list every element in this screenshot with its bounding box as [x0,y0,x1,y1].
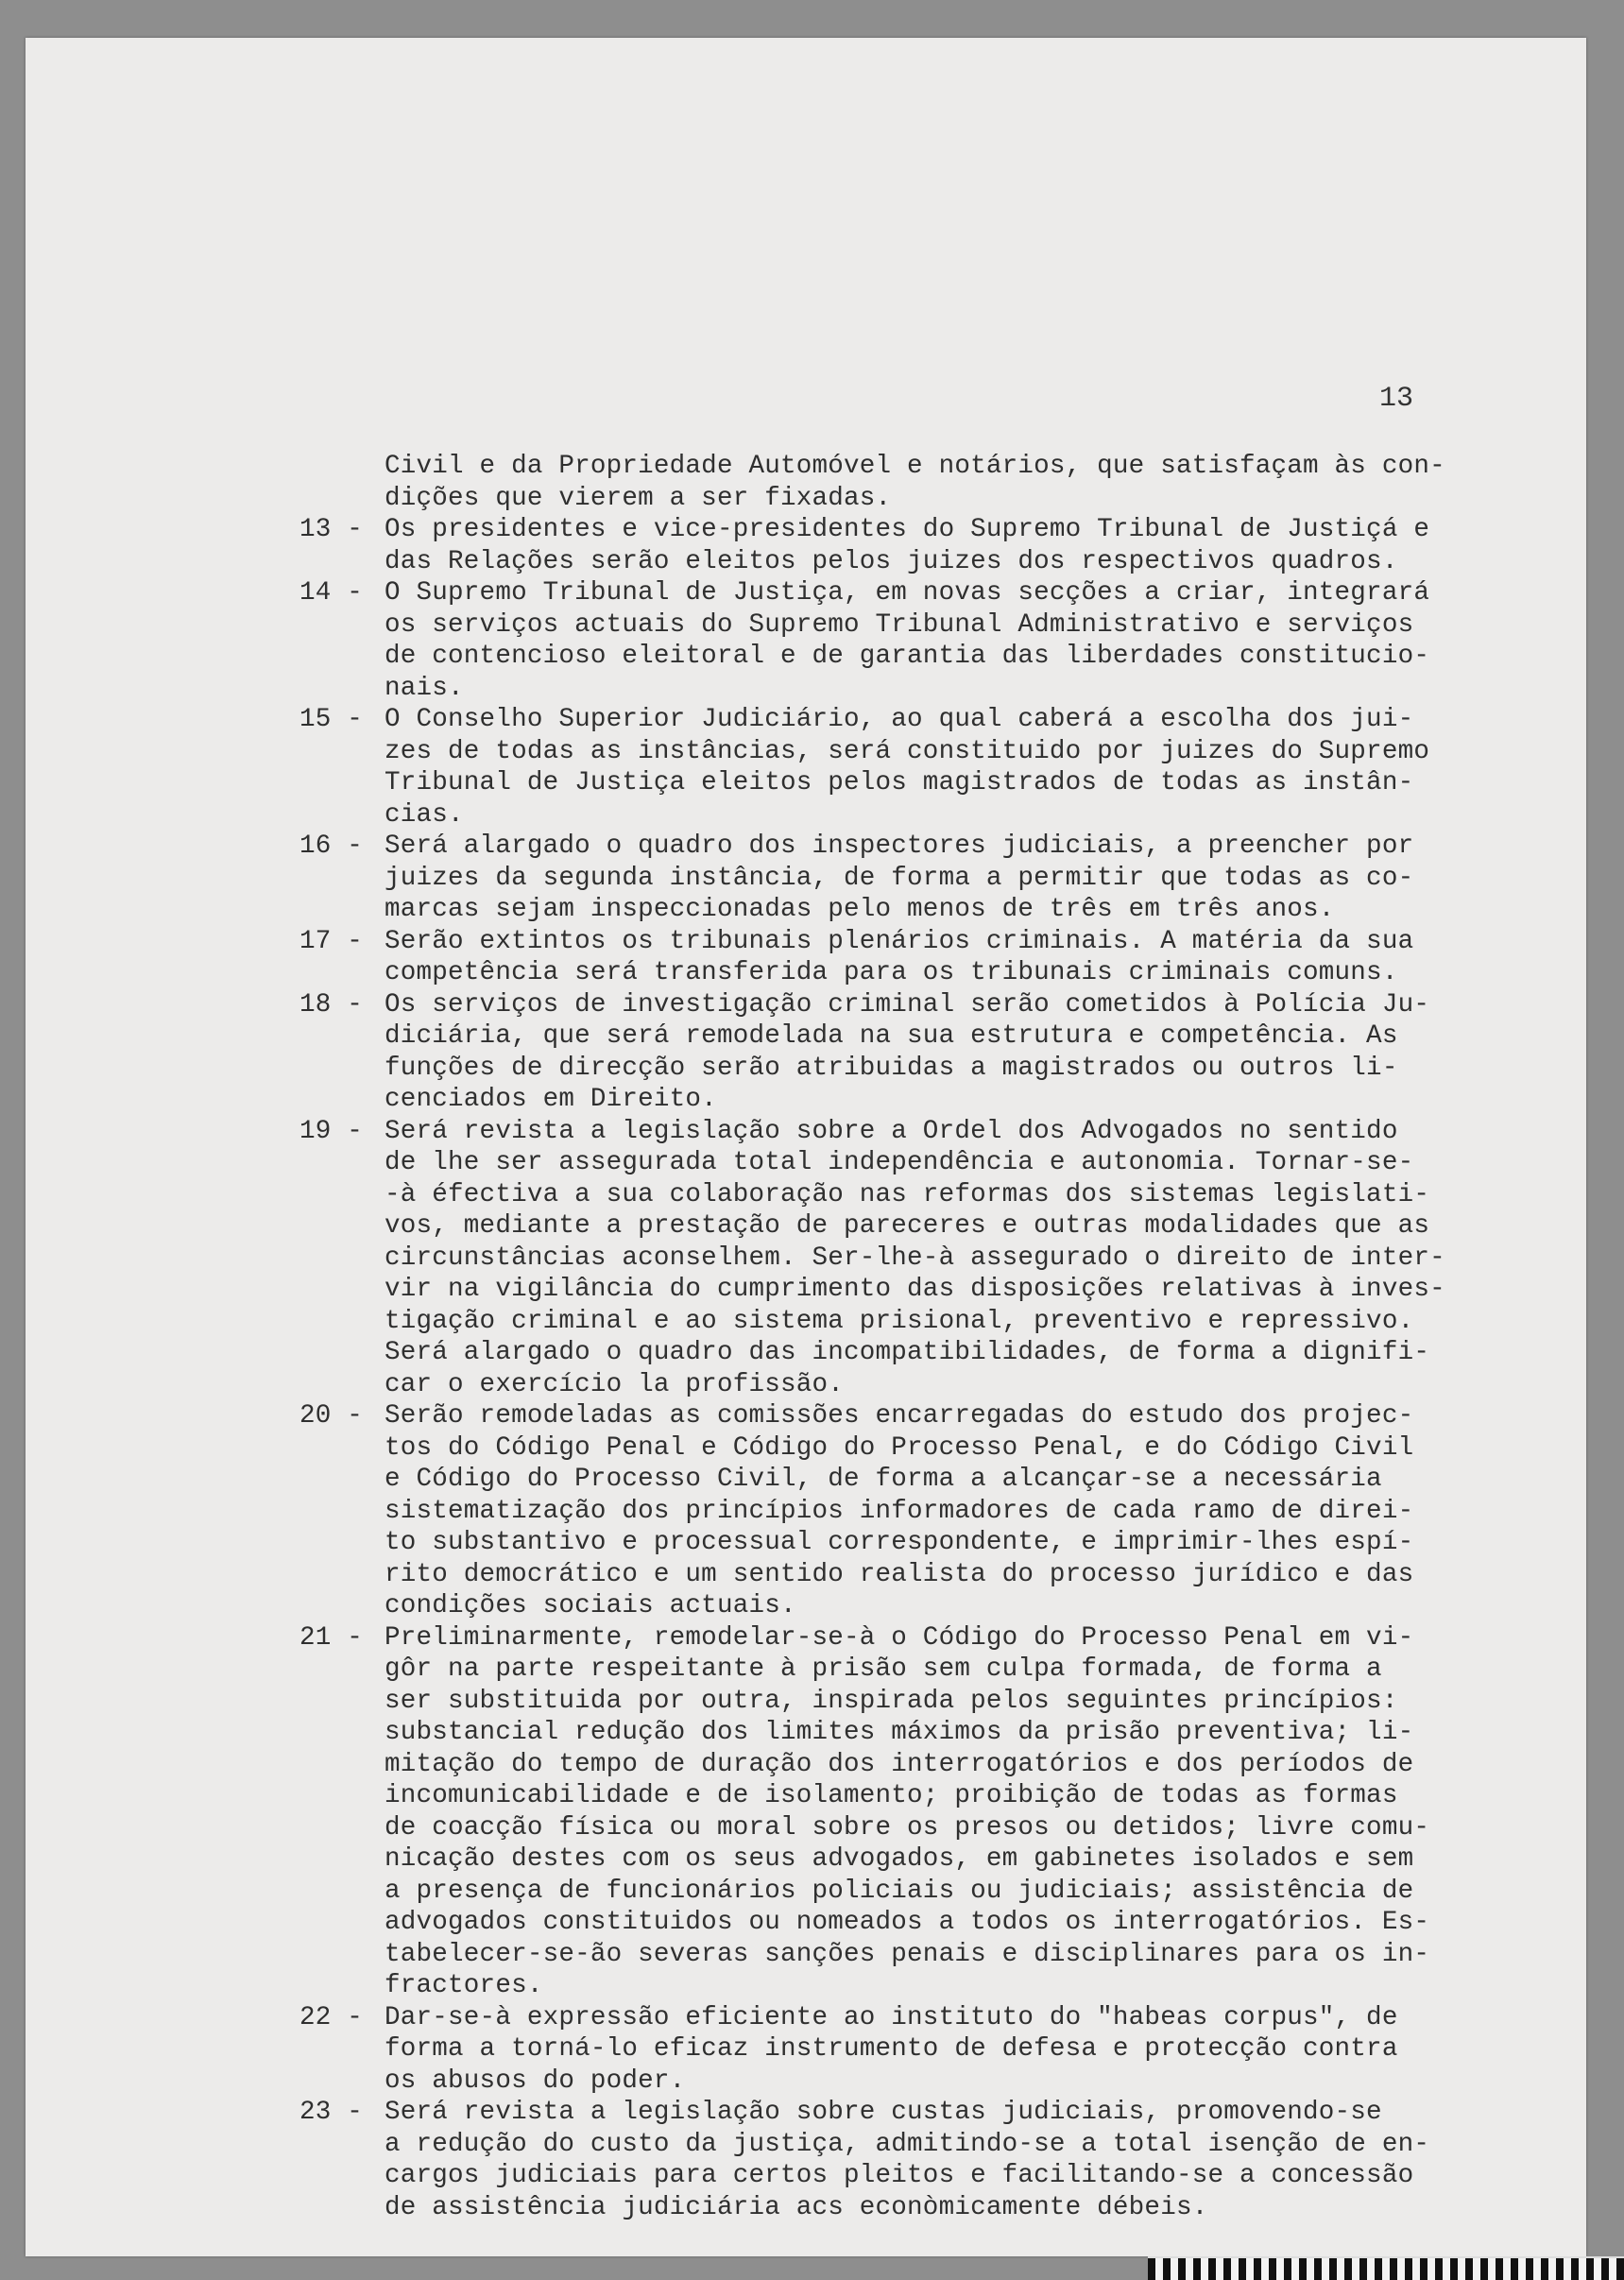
text-line: car o exercício la profissão. [385,1369,845,1399]
text-line: Será alargado o quadro dos inspectores judiciais, a preencher por [385,831,1414,861]
text-line: dições que vierem a ser fixadas. [385,483,892,513]
text-line: -à éfectiva a sua colaboração nas reformas dos sistemas legislati- [385,1179,1430,1209]
text-line: Preliminarmente, remodelar-se-à o Código do Processo Penal em vi- [385,1622,1414,1653]
numbered-paragraph [299,1400,1528,1622]
text-line: cias. [385,799,464,830]
numbered-paragraph [299,926,1528,989]
text-line: tabelecer-se-ão severas sanções penais e disciplinares para os in- [385,1939,1430,1969]
paragraph-text [385,514,1528,577]
numbered-paragraph [299,989,1528,1116]
paragraph-number: 17 - [299,926,364,956]
paragraph-number: 22 - [299,2002,364,2032]
text-line: mitação do tempo de duração dos interrogatórios e dos períodos de [385,1749,1414,1779]
text-line: Civil e da Propriedade Automóvel e notários, que satisfaçam às con- [385,452,1445,481]
text-line: Os serviços de investigação criminal serão cometidos à Polícia Ju- [385,989,1430,1020]
text-line: marcas sejam inspeccionadas pelo menos de três em três anos. [385,895,1335,924]
paragraph-text [385,577,1528,704]
paragraph-number: 15 - [299,705,364,734]
text-line: sistematização dos princípios informadores de cada ramo de direi- [385,1496,1414,1526]
text-line: de lhe ser assegurada total independência e autonomia. Tornar-se- [385,1148,1414,1177]
paragraph-number: 14 - [299,578,364,608]
text-line: to substantivo e processual correspondente, e imprimir-lhes espí- [385,1528,1414,1557]
document-body [299,451,1528,2223]
text-line: ser substituida por outra, inspirada pelos seguintes princípios: [385,1686,1398,1716]
text-line: incomunicabilidade e de isolamento; proibição de todas as formas [385,1781,1398,1810]
text-line: os serviços actuais do Supremo Tribunal Administrativo e serviços [385,609,1414,640]
text-line: circunstâncias aconselhem. Ser-lhe-à assegurado o direito de inter- [385,1243,1445,1273]
text-line: de coacção física ou moral sobre os presos ou detidos; livre comu- [385,1812,1430,1843]
page-number: 13 [1379,383,1414,415]
text-line: nicação destes com os seus advogados, em gabinetes isolados e sem [385,1844,1414,1874]
numbered-paragraph [299,451,1528,514]
paragraph-number: 20 - [299,1401,364,1431]
text-line: fractores. [385,1971,543,2000]
text-line: Serão remodeladas as comissões encarregadas do estudo dos projec- [385,1401,1414,1431]
text-line: forma a torná-lo eficaz instrumento de defesa e protecção contra [385,2034,1398,2064]
numbered-paragraph [299,704,1528,831]
paragraph-number: 18 - [299,989,364,1020]
paragraph-number [299,451,385,514]
text-line: Será alargado o quadro das incompatibilidades, de forma a dignifi- [385,1338,1430,1367]
text-line: tos do Código Penal e Código do Processo Penal, e do Código Civil [385,1432,1414,1463]
numbered-paragraph [299,1116,1528,1401]
paragraph-text [385,926,1528,989]
text-line: gôr na parte respeitante à prisão sem culpa formada, de forma a [385,1654,1382,1684]
paragraph-text [385,2097,1528,2223]
text-line: tigação criminal e ao sistema prisional, preventivo e repressivo. [385,1306,1414,1336]
text-line: Será revista a legislação sobre custas judiciais, promovendo-se [385,2098,1382,2127]
document-page [26,38,1586,2256]
text-line: de assistência judiciária acs econòmicamente débeis. [385,2192,1208,2222]
scale-ruler [1148,2256,1624,2280]
text-line: juizes da segunda instância, de forma a permitir que todas as co- [385,863,1414,893]
text-line: a redução do custo da justiça, admitindo-se a total isenção de en- [385,2129,1430,2159]
text-line: condições sociais actuais. [385,1591,796,1620]
text-line: nais. [385,673,464,703]
text-line: Os presidentes e vice-presidentes do Supremo Tribunal de Justiçá e [385,515,1430,544]
text-line: competência será transferida para os tribunais criminais comuns. [385,958,1398,987]
text-line: O Conselho Superior Judiciário, ao qual caberá a escolha dos jui- [385,705,1414,734]
text-line: vir na vigilância do cumprimento das disposições relativas à inves- [385,1275,1445,1304]
numbered-paragraph [299,831,1528,926]
text-line: Serão extintos os tribunais plenários criminais. A matéria da sua [385,926,1414,956]
text-line: rito democrático e um sentido realista do processo jurídico e das [385,1559,1414,1589]
paragraph-text [385,1116,1528,1401]
text-line: vos, mediante a prestação de pareceres e outras modalidades que as [385,1211,1430,1241]
text-line: a presença de funcionários policiais ou judiciais; assistência de [385,1876,1414,1906]
text-line: funções de direcção serão atribuidas a magistrados ou outros li- [385,1053,1398,1083]
numbered-paragraph [299,514,1528,577]
numbered-paragraph [299,1622,1528,2002]
paragraph-number: 16 - [299,831,364,861]
text-line: O Supremo Tribunal de Justiça, em novas secções a criar, integrará [385,578,1430,608]
text-line: cenciados em Direito. [385,1085,717,1114]
text-line: cargos judiciais para certos pleitos e facilitando-se a concessão [385,2161,1414,2190]
paragraph-text [385,989,1528,1116]
paragraph-text [385,451,1528,514]
text-line: zes de todas as instâncias, será constituido por juizes do Supremo [385,736,1430,766]
text-line: e Código do Processo Civil, de forma a alcançar-se a necessária [385,1465,1382,1494]
text-line: Será revista a legislação sobre a Ordel dos Advogados no sentido [385,1116,1398,1146]
text-line: Dar-se-à expressão eficiente ao instituto do "habeas corpus", de [385,2002,1398,2032]
paragraph-text [385,2002,1528,2098]
text-line: os abusos do poder. [385,2066,686,2096]
text-line: das Relações serão eleitos pelos juizes dos respectivos quadros. [385,546,1398,576]
text-line: de contencioso eleitoral e de garantia das liberdades constitucio- [385,642,1430,671]
paragraph-number: 21 - [299,1622,364,1653]
paragraph-number: 13 - [299,515,364,544]
text-line: Tribunal de Justiça eleitos pelos magistrados de todas as instân- [385,768,1414,797]
paragraph-text [385,704,1528,831]
text-line: diciária, que será remodelada na sua estrutura e competência. As [385,1021,1398,1051]
paragraph-text [385,831,1528,926]
text-line: substancial redução dos limites máximos da prisão preventiva; li- [385,1718,1414,1747]
paragraph-number: 23 - [299,2098,364,2127]
numbered-paragraph [299,577,1528,704]
paragraph-text [385,1400,1528,1622]
paragraph-text [385,1622,1528,2002]
paragraph-number: 19 - [299,1116,364,1146]
numbered-paragraph [299,2097,1528,2223]
numbered-paragraph [299,2002,1528,2098]
text-line: advogados constituidos ou nomeados a todos os interrogatórios. Es- [385,1908,1430,1937]
